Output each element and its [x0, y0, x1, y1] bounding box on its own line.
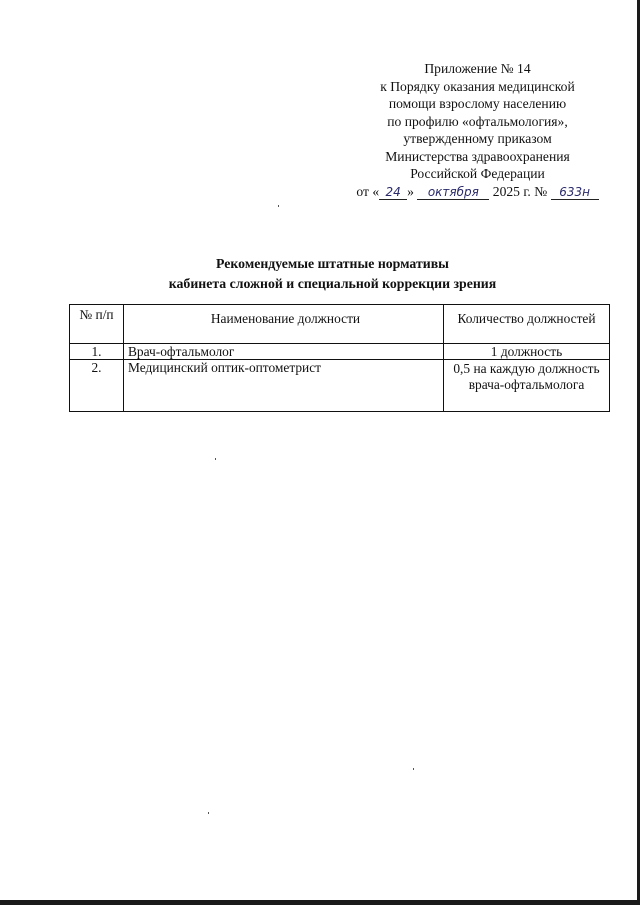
row-count: 0,5 на каждую должность врача-офтальмолога: [444, 360, 610, 412]
appendix-line-2: к Порядку оказания медицинской: [380, 78, 575, 94]
document-title: [60, 254, 605, 294]
appendix-line-7: Российской Федерации: [410, 166, 545, 181]
appendix-line-5: утвержденному приказом: [403, 131, 552, 146]
appendix-number: Приложение № 14: [424, 61, 531, 76]
table-row: [70, 360, 610, 412]
row-position: Врач-офтальмолог: [124, 344, 444, 360]
date-quote-close: »: [407, 183, 414, 199]
row-position: Медицинский оптик-оптометрист: [124, 360, 444, 412]
date-prefix: от «: [356, 183, 380, 199]
row-count: 1 должность: [444, 344, 610, 360]
header-count: Количество должностей: [444, 305, 610, 344]
row-num: 1.: [70, 344, 124, 360]
handwritten-order-number: 633н: [551, 185, 599, 200]
table-row: [70, 344, 610, 360]
handwritten-day: 24: [379, 185, 407, 200]
header-position: Наименование должности: [124, 305, 444, 344]
scan-speck: [208, 812, 209, 814]
date-year: 2025 г. №: [492, 183, 548, 199]
appendix-line-4: по профилю «офтальмология»,: [387, 113, 568, 129]
handwritten-month: октября: [417, 185, 489, 200]
scan-speck: [413, 768, 414, 770]
header-num: № п/п: [70, 305, 124, 344]
appendix-line-6: Министерства здравоохранения: [385, 148, 570, 164]
appendix-header: [350, 60, 605, 200]
title-line-2: кабинета сложной и специальной коррекции зрения: [168, 276, 497, 291]
title-line-1: Рекомендуемые штатные нормативы: [216, 256, 449, 271]
scan-border-bottom: [0, 900, 640, 905]
scan-speck: [278, 205, 279, 207]
staffing-table: [69, 304, 610, 412]
table-header-row: [70, 305, 610, 344]
order-date-line: [350, 183, 605, 201]
appendix-line-3: помощи взрослому населению: [388, 96, 567, 111]
row-num: 2.: [70, 360, 124, 412]
scan-speck: [215, 458, 216, 460]
